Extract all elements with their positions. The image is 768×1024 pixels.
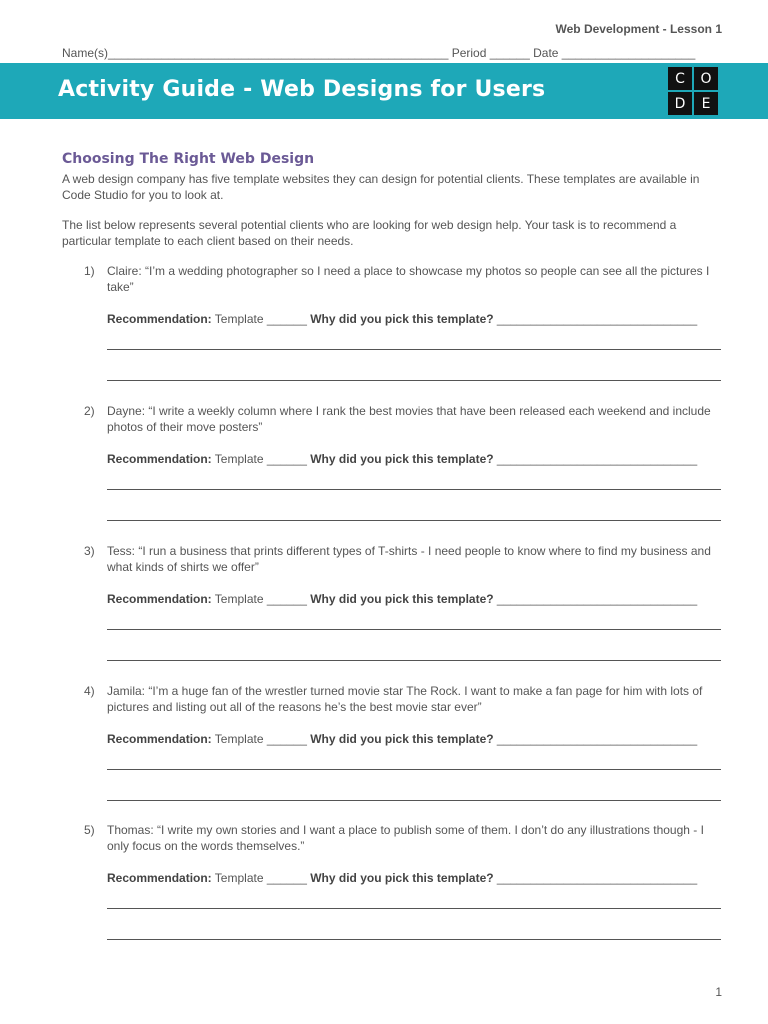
- recommendation-row[interactable]: [107, 591, 697, 607]
- item-number: 5): [84, 823, 95, 837]
- client-quote: Thomas: “I write my own stories and I want a place to publish some of them. I don’t do any illustrations though - I only focus on the words themselves.”: [107, 823, 704, 853]
- why-blank[interactable]: ______________________________: [493, 452, 698, 466]
- logo-letter-d: D: [668, 92, 692, 115]
- why-label: Why did you pick this template?: [310, 312, 494, 326]
- item-number: 3): [84, 544, 95, 558]
- recommendation-row[interactable]: [107, 870, 697, 886]
- item-number: 4): [84, 684, 95, 698]
- template-blank[interactable]: Template ______: [211, 592, 311, 606]
- code-logo: [668, 67, 718, 115]
- why-label: Why did you pick this template?: [310, 871, 494, 885]
- answer-line[interactable]: [107, 520, 721, 521]
- answer-line[interactable]: [107, 380, 721, 381]
- template-blank[interactable]: Template ______: [211, 452, 311, 466]
- course-lesson-label: Web Development - Lesson 1: [555, 22, 722, 36]
- template-blank[interactable]: Template ______: [211, 312, 311, 326]
- title-banner: [0, 63, 768, 119]
- recommendation-row[interactable]: [107, 731, 697, 747]
- recommendation-label: Recommendation:: [107, 732, 212, 746]
- client-quote: Jamila: “I’m a huge fan of the wrestler turned movie star The Rock. I want to make a fan page for him with lots of pictures and listing out all of the reasons he’s the best movie star ever”: [107, 684, 703, 714]
- name-period-date-row: Name(s)___________________________________________________ Period ______ Date ____________________: [62, 46, 696, 60]
- section-heading: Choosing The Right Web Design: [62, 151, 315, 167]
- why-label: Why did you pick this template?: [310, 592, 494, 606]
- recommendation-label: Recommendation:: [107, 871, 212, 885]
- why-blank[interactable]: ______________________________: [493, 871, 698, 885]
- answer-line[interactable]: [107, 769, 721, 770]
- why-label: Why did you pick this template?: [310, 452, 494, 466]
- why-blank[interactable]: ______________________________: [493, 312, 698, 326]
- answer-line[interactable]: [107, 908, 721, 909]
- intro-paragraph: A web design company has five template websites they can design for potential clients. These templates are available in Code Studio for you to look at.: [62, 172, 700, 202]
- page-title: Activity Guide - Web Designs for Users: [58, 77, 546, 102]
- template-blank[interactable]: Template ______: [211, 732, 311, 746]
- item-number: 1): [84, 264, 95, 278]
- why-label: Why did you pick this template?: [310, 732, 494, 746]
- logo-letter-e: E: [694, 92, 718, 115]
- recommendation-label: Recommendation:: [107, 452, 212, 466]
- answer-line[interactable]: [107, 489, 721, 490]
- answer-line[interactable]: [107, 800, 721, 801]
- client-quote: Dayne: “I write a weekly column where I rank the best movies that have been released each weekend and include photos of their move posters”: [107, 404, 711, 434]
- answer-line[interactable]: [107, 629, 721, 630]
- item-number: 2): [84, 404, 95, 418]
- page-number: 1: [715, 985, 722, 999]
- task-paragraph: The list below represents several potential clients who are looking for web design help. Your task is to recommend a particular template to each client based on their needs.: [62, 218, 677, 248]
- why-blank[interactable]: ______________________________: [493, 732, 698, 746]
- recommendation-label: Recommendation:: [107, 312, 212, 326]
- client-quote: Claire: “I’m a wedding photographer so I need a place to showcase my photos so people can see all the pictures I take”: [107, 264, 710, 294]
- answer-line[interactable]: [107, 349, 721, 350]
- logo-letter-o: O: [694, 67, 718, 90]
- client-quote: Tess: “I run a business that prints different types of T-shirts - I need people to know where to find my business and what kinds of shirts we offer”: [107, 544, 711, 574]
- logo-letter-c: C: [668, 67, 692, 90]
- recommendation-label: Recommendation:: [107, 592, 212, 606]
- answer-line[interactable]: [107, 939, 721, 940]
- why-blank[interactable]: ______________________________: [493, 592, 698, 606]
- template-blank[interactable]: Template ______: [211, 871, 311, 885]
- recommendation-row[interactable]: [107, 311, 697, 327]
- recommendation-row[interactable]: [107, 451, 697, 467]
- answer-line[interactable]: [107, 660, 721, 661]
